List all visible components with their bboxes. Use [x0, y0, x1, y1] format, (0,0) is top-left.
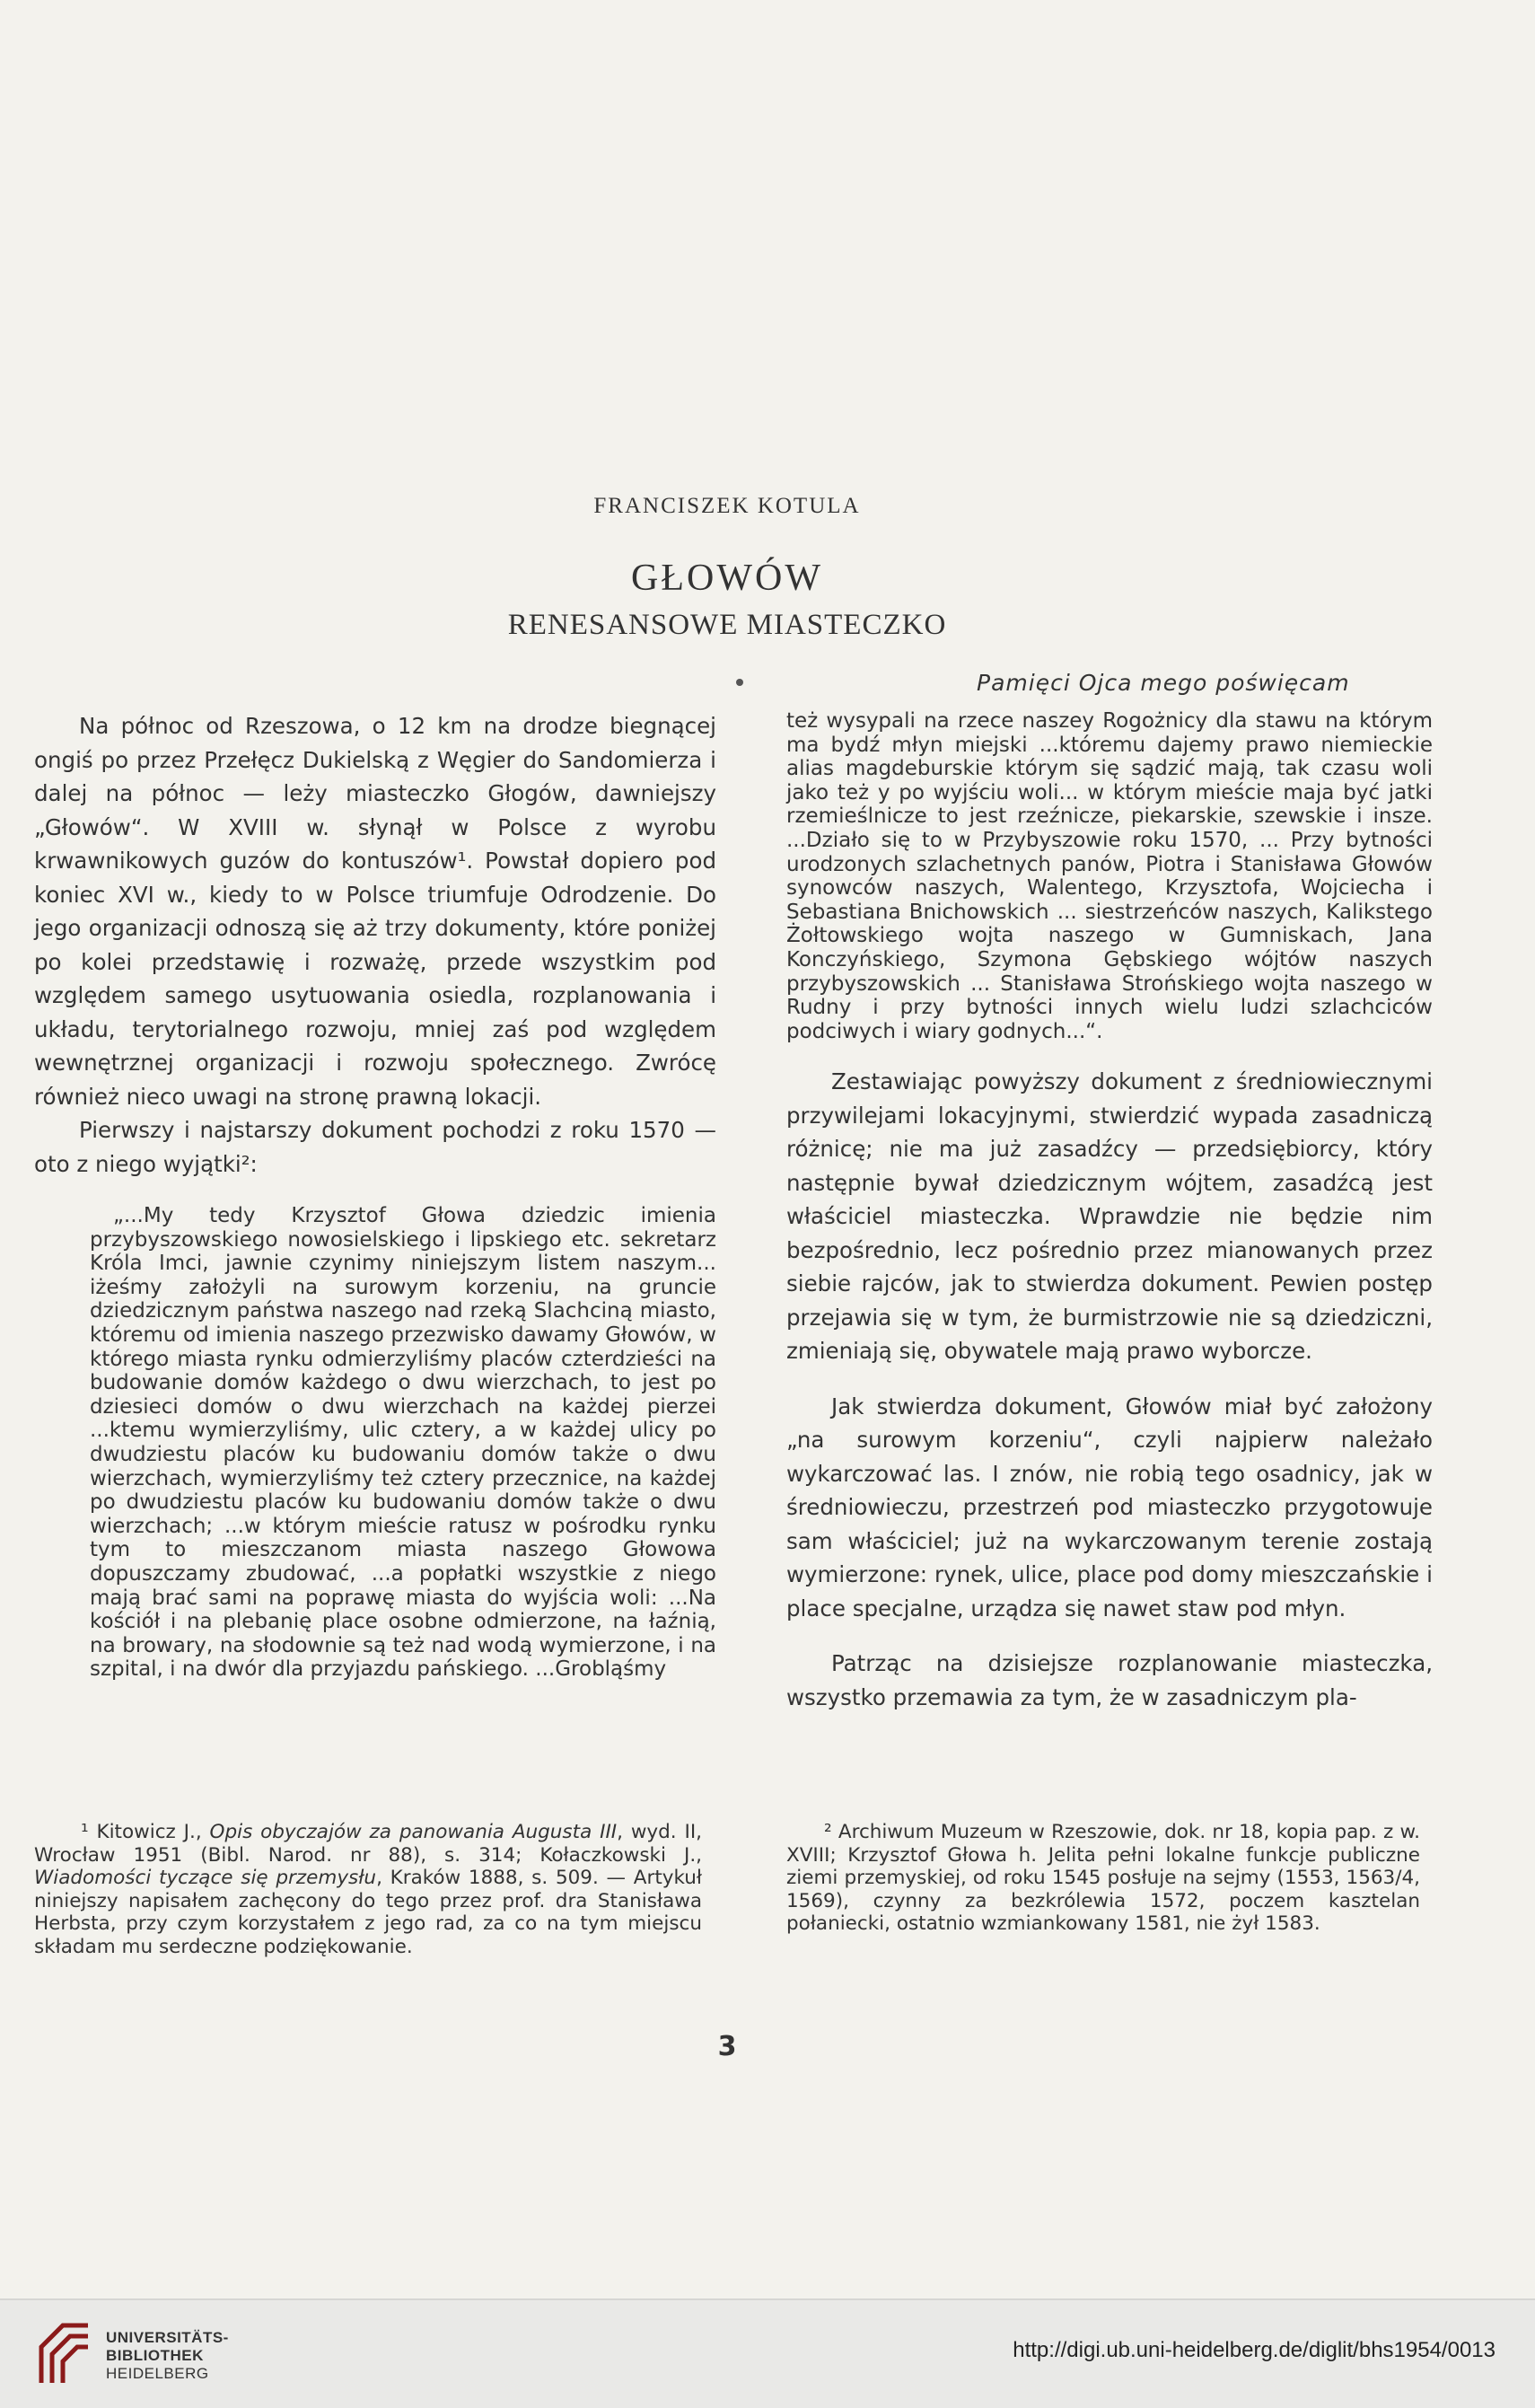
- footnote-1-text-c: , Kraków 1888, s. 509. — Artykuł niniejszy napisałem zachęcony do tego przez prof. dra Stanisława Herbsta, przy czym korzystałem z jego rad, za co na tym miejscu składam mu serdeczne podziękowanie.: [34, 1867, 703, 1958]
- right-column: [786, 709, 1433, 1714]
- right-paragraph-2: Jak stwierdza dokument, Głowów miał być założony „na surowym korzeniu“, czyli najpierw należało wykarczować las. I znów, nie robią tego osadnicy, jak w średniowieczu, przestrzeń pod miasteczko przygotowuje sam właściciel; już na wykarczowanym terenie zostają wymierzone: rynek, ulice, place pod domy mieszczańskie i place specjalne, urządza się nawet staw pod młyn.: [786, 1393, 1433, 1621]
- library-name: [106, 2329, 229, 2383]
- footnote-1-title-a: Opis obyczajów za panowania Augusta III: [209, 1821, 618, 1843]
- library-name-line-1: UNIVERSITÄTS-: [106, 2329, 229, 2346]
- footnote-1: [34, 1821, 702, 1958]
- footnote-1-text-a: ¹ Kitowicz J.,: [81, 1821, 210, 1843]
- dedication: Pamięci Ojca mego poświęcam: [977, 670, 1350, 696]
- document-quote-continued: też wysypali na rzece naszey Rogożnicy dla stawu na którym ma bydź młyn miejski ...któremu dajemy prawo niemieckie alias magdeburskie którym się sądzić mają, tak czasu woli jako też y po wyjściu woli... w którym mieście maja być jatki rzemieślnicze to jest rzeźnicze, piekarskie, szewskie i insze. ...Działo się to w Przybyszowie roku 1570, ... Przy bytności urodzonych szlachetnych panów, Piotra i Stanisława Głowów synowców naszych, Walentego, Krzysztofa, Wojciecha i Sebastiana Bnichowskich ... siestrzeńców naszych, Kalikstego Żołtowskiego wojta naszego w Gumniskach, Jana Konczyńskiego, Szymona Gębskiego wójtów naszych przybyszowskich ... Stanisława Strońskiego wojta naszego w Rudny i przy bytności innych wielu ludzi szlachciców podciwych i wiary godnych...“.: [786, 709, 1433, 1043]
- library-footer: [0, 2298, 1535, 2408]
- bullet-dot: [736, 679, 743, 686]
- document-quote: „...My tedy Krzysztof Głowa dziedzic imienia przybyszowskiego nowosielskiego i lipskiego etc. sekretarz Króla Imci, jawnie czynimy niniejszym listem naszym... iżeśmy założyli na surowym korzeniu, na gruncie dziedzicznym państwa naszego nad rzeką Slachciną miasto, któremu od imienia naszego przezwisko dawamy Głowów, w którego miasta rynku odmierzyliśmy placów czterdzieści na budowanie domów każdego o dwu wierzchach, to jest po dziesieci domów o dwu wierzchach na każdej pierzei ...ktemu wymierzyliśmy, ulic cztery, a w każdej ulicy po dwudziestu placów ku budowaniu domów także o dwu wierzchach, wymierzyliśmy też cztery przecznice, na każdej po dwudziestu placów ku budowaniu domów także o dwu wierzchach; ...w którym mieście ratusz w pośrodku rynku tym to mieszczanom miasta naszego Głowowa dopuszczamy zbudować, ...a popłatki wszystkie z niego mają brać sami na poprawę miasta do wyjścia woli: ...Na kościół i na plebanię place osobne odmierzone, na łaźnią, na browary, na słodownie są też nad wodą wymierzone, i na szpital, i na dwór dla przyjazdu pańskiego. ...Grobląśmy: [90, 1204, 716, 1682]
- left-column: [34, 709, 716, 1682]
- library-name-line-2: BIBLIOTHEK: [106, 2347, 204, 2364]
- left-paragraph-2: Pierwszy i najstarszy dokument pochodzi z roku 1570 — oto z niego wyjątki²:: [34, 1117, 716, 1177]
- page-number: 3: [717, 2031, 737, 2062]
- footnote-1-title-b: Wiadomości tyczące się przemysłu: [34, 1867, 377, 1889]
- right-paragraph-3: Patrząc na dzisiejsze rozplanowanie miasteczka, wszystko przemawia za tym, że w zasadniczym pla-: [786, 1650, 1433, 1710]
- right-paragraph-1: Zestawiając powyższy dokument z średniowiecznymi przywilejami lokacyjnymi, stwierdzić wypada zasadniczą różnicę; nie ma już zasadźcy — przedsiębiorcy, który następnie bywał dziedzicznym wójtem, zasadźcą jest właściciel miasteczka. Wprawdzie nie będzie nim bezpośrednio, lecz pośrednio przez mianowanych przez siebie rajców, jak to stwierdza dokument. Pewien postęp przejawia się w tym, że burmistrzowie nie są dziedziczni, zmieniają się, obywatele mają prawo wyborcze.: [786, 1068, 1433, 1365]
- left-paragraph-1: Na północ od Rzeszowa, o 12 km na drodze biegnącej ongiś po przez Przełęcz Dukielską z Węgier do Sandomierza i dalej na północ — leży miasteczko Głogów, dawniejszy „Głowów“. W XVIII w. słynął w Polsce z wyrobu krwawnikowych guzów do kontuszów¹. Powstał dopiero pod koniec XVI w., kiedy to w Polsce triumfuje Odrodzenie. Do jego organizacji odnoszą się aż trzy dokumenty, które poniżej po kolei przedstawię i rozważę, przede wszystkim pod względem samego usytuowania osiedla, rozplanowania i układu, terytorialnego rozwoju, mniej zaś pod względem wewnętrznej organizacji i rozwoju społecznego. Zwrócę również nieco uwagi na stronę prawną lokacji.: [34, 713, 716, 1110]
- article-subtitle: RENESANSOWE MIASTECZKO: [507, 609, 947, 641]
- footnote-1-text-b: , wyd. II, Wrocław 1951 (Bibl. Narod. nr 88), s. 314; Kołaczkowski J.,: [34, 1821, 702, 1867]
- library-logo-icon: [36, 2320, 93, 2388]
- library-name-line-3: HEIDELBERG: [106, 2365, 209, 2382]
- footnote-2: ² Archiwum Muzeum w Rzeszowie, dok. nr 18, kopia pap. z w. XVIII; Krzysztof Głowa h. Jelita pełni lokalne funkcje publiczne ziemi przemyskiej, od roku 1545 posłuje na sejmy (1553, 1563/4, 1569), czynny za bezkrólewia 1572, poczem kasztelan połaniecki, ostatnio wzmiankowany 1581, nie żył 1583.: [786, 1821, 1420, 1935]
- article-title: GŁOWÓW: [631, 558, 823, 599]
- permalink-url[interactable]: http://digi.ub.uni-heidelberg.de/diglit/bhs1954/0013: [1013, 2338, 1496, 2362]
- author-name: FRANCISZEK KOTULA: [593, 494, 861, 518]
